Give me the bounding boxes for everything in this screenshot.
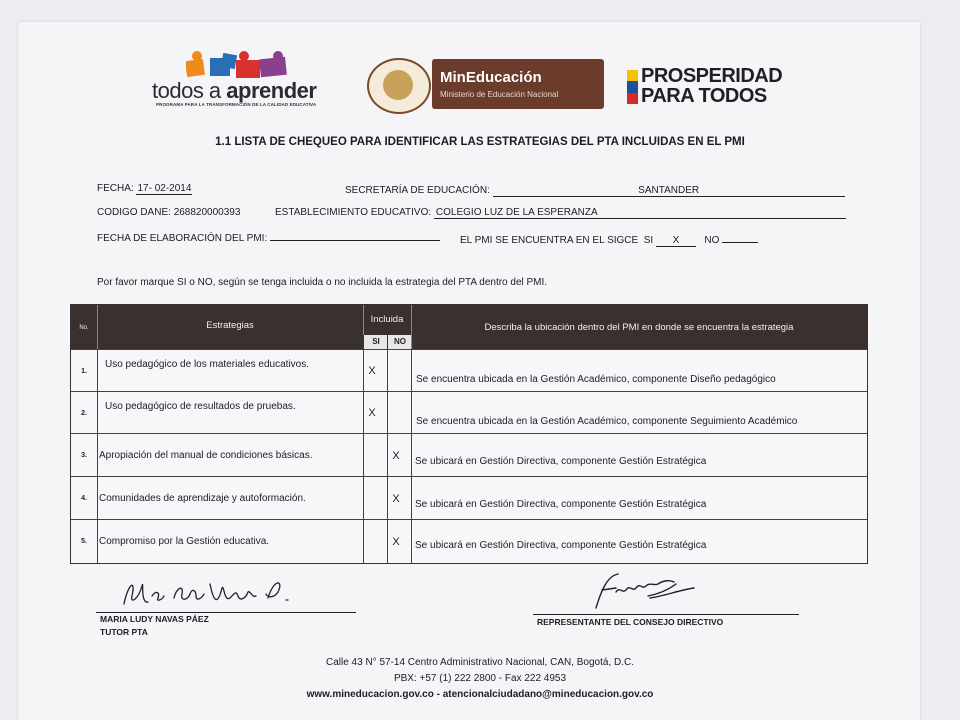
tutor-role: TUTOR PTA [100,627,148,637]
establecimiento-value: COLEGIO LUZ DE LA ESPERANZA [434,207,846,219]
tutor-signature-line [96,612,356,613]
row-ubicacion: Se encuentra ubicada en la Gestión Académico, componente Seguimiento Académico [416,415,798,427]
prosperidad-logo: PROSPERIDAD PARA TODOS [641,65,783,107]
row-no-mark [387,350,411,392]
row-si-mark: X [368,407,376,419]
representante-signature-line [533,614,799,615]
row-number: 2. [81,409,87,417]
row-estrategia: Apropiación del manual de condiciones básicas. [99,450,313,461]
table-row [71,349,867,392]
row-no-mark: X [392,449,400,462]
header-si: SI [363,335,388,349]
row-ubicacion: Se ubicará en Gestión Directiva, componente Gestión Estratégica [415,499,707,510]
footer-address: Calle 43 N° 57-14 Centro Administrativo Nacional, CAN, Bogotá, D.C. [325,657,635,668]
dane-value: 268820000393 [173,207,241,218]
instruction-text: Por favor marque SI o NO, según se tenga incluida o no incluida la estrategia del PTA dentro del PMI. [97,277,548,288]
table-row [71,391,867,434]
mineducacion-logo [432,59,604,109]
row-no-mark [387,392,411,434]
footer-web: www.mineducacion.gov.co - atencionalciudadano@mineducacion.gov.co [306,689,654,700]
row-ubicacion: Se ubicará en Gestión Directiva, componente Gestión Estratégica [415,540,707,551]
row-estrategia: Uso pedagógico de resultados de pruebas. [105,401,296,412]
row-si-mark [363,434,387,477]
colombia-seal-icon [367,58,431,114]
fecha-field: FECHA: 17- 02-2014 [97,183,192,194]
row-estrategia: Comunidades de aprendizaje y autoformación. [99,493,306,504]
dane-field: CODIGO DANE: 268820000393 [97,207,241,218]
row-number: 4. [81,495,87,502]
secretaria-value: SANTANDER [493,185,845,197]
header-incluida: Incluida [370,314,404,325]
elaboracion-value [270,229,440,241]
row-si-mark [363,520,387,563]
document-title: 1.1 LISTA DE CHEQUEO PARA IDENTIFICAR LAS ESTRATEGIAS DEL PTA INCLUIDAS EN EL PMI [215,136,745,148]
row-number: 3. [81,452,87,459]
header-estrategias: Estrategias [206,320,254,331]
elaboracion-field: FECHA DE ELABORACIÓN DEL PMI: [97,229,440,244]
row-estrategia: Compromiso por la Gestión educativa. [99,536,270,547]
table-row [71,519,867,563]
secretaria-field: SECRETARÍA DE EDUCACIÓN: SANTANDER [345,185,845,197]
colombia-flag-icon [627,70,638,104]
footer-phone: PBX: +57 (1) 222 2800 - Fax 222 4953 [393,673,567,684]
fecha-value: 17- 02-2014 [137,183,192,194]
mineducacion-subtitle: Ministerio de Educación Nacional [440,90,559,99]
table-row [71,433,867,477]
todos-a-aprender-wordmark: todos a aprender [152,78,317,103]
row-number: 1. [81,367,87,375]
row-no-mark: X [392,492,400,505]
tutor-signature-icon [118,574,296,616]
row-si-mark: X [368,365,376,377]
representante-signature-icon [588,568,708,614]
row-estrategia: Uso pedagógico de los materiales educativos. [105,359,310,370]
table-row [71,476,867,520]
header-no: No. [79,325,89,331]
mineducacion-title: MinEducación [440,69,542,86]
header-describa: Describa la ubicación dentro del PMI en donde se encuentra la estrategia [484,322,794,333]
row-ubicacion: Se ubicará en Gestión Directiva, componente Gestión Estratégica [415,456,707,467]
row-ubicacion: Se encuentra ubicada en la Gestión Académico, componente Diseño pedagógico [416,373,776,385]
tutor-name: MARIA LUDY NAVAS PÁEZ [100,614,209,624]
row-si-mark [363,477,387,520]
sigce-si-value: X [656,235,696,247]
establecimiento-field: ESTABLECIMIENTO EDUCATIVO: COLEGIO LUZ DE LA ESPERANZA [275,207,846,219]
header-no-col: NO [387,335,412,349]
representante-role: REPRESENTANTE DEL CONSEJO DIRECTIVO [537,617,724,627]
todos-tagline: PROGRAMA PARA LA TRANSFORMACIÓN DE LA CALIDAD EDUCATIVA [156,102,317,107]
row-number: 5. [81,538,87,545]
strategies-table [70,304,868,564]
sigce-no-value [722,231,758,243]
table-header [71,305,867,349]
row-no-mark: X [392,535,400,548]
todos-a-aprender-logo-icon [186,50,296,80]
sigce-field: EL PMI SE ENCUENTRA EN EL SIGCE SI X NO [460,231,758,247]
